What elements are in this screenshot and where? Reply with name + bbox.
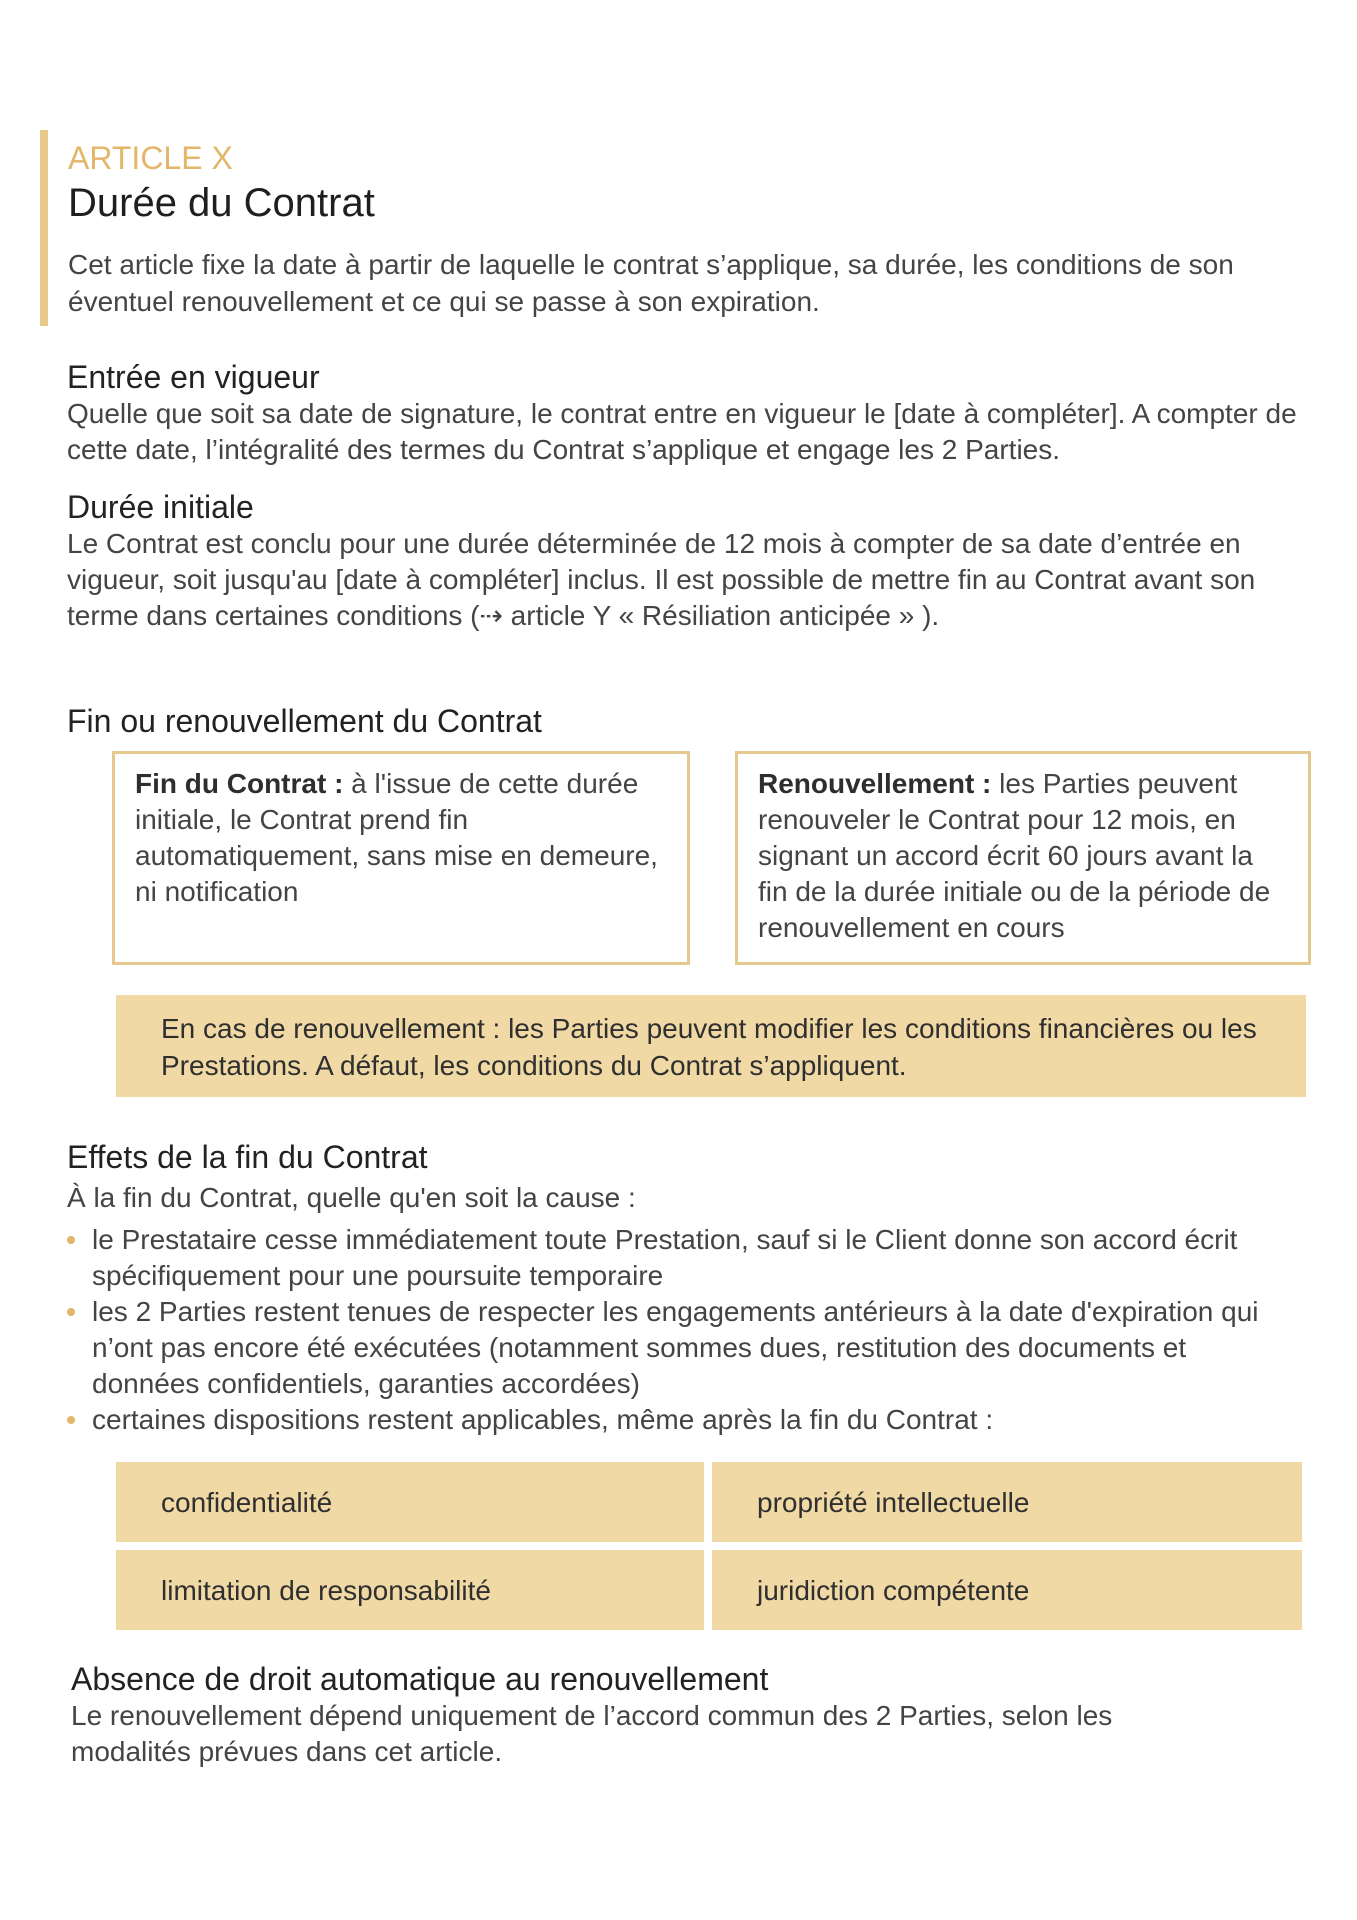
- absence-heading: Absence de droit automatique au renouvellement: [71, 1661, 769, 1697]
- box-renouvellement: [735, 751, 1311, 965]
- article-intro: Cet article fixe la date à partir de laquelle le contrat s’applique, sa durée, les conditions de son éventuel renouvellement et ce qui se passe à son expiration.: [68, 249, 1234, 317]
- article-header: [40, 130, 1280, 326]
- tile-limitation: limitation de responsabilité: [116, 1550, 704, 1630]
- entree-heading: Entrée en vigueur: [67, 359, 320, 395]
- article-title: Durée du Contrat: [68, 181, 375, 225]
- renouvellement-note: En cas de renouvellement : les Parties peuvent modifier les conditions financières ou les Prestations. A défaut, les conditions du Contrat s’appliquent.: [116, 995, 1306, 1097]
- effets-intro: À la fin du Contrat, quelle qu'en soit la cause :: [67, 1182, 636, 1213]
- list-item: les 2 Parties restent tenues de respecter les engagements antérieurs à la date d'expiration qui n’ont pas encore été exécutées (notamment sommes dues, restitution des documents et données confidentiels, garanties accordées): [67, 1294, 1297, 1402]
- list-item: certaines dispositions restent applicables, même après la fin du Contrat :: [67, 1402, 1297, 1438]
- duree-text: Le Contrat est conclu pour une durée déterminée de 12 mois à compter de sa date d’entrée en vigueur, soit jusqu'au [date à compléter] inclus. Il est possible de mettre fin au Contrat avant son terme dans certaines conditions (⇢ article Y « Résiliation anticipée » ).: [67, 528, 1256, 631]
- section-fin: [67, 702, 1297, 740]
- box-fin-text: à l'issue de cette durée initiale, le Contrat prend fin automatiquement, sans mise en demeure, ni notification: [135, 768, 658, 907]
- box-renouvellement-title: Renouvellement :: [758, 768, 992, 799]
- section-absence: [71, 1660, 1301, 1770]
- section-entree: [67, 358, 1297, 468]
- section-effets: [67, 1138, 1297, 1438]
- effets-heading: Effets de la fin du Contrat: [67, 1139, 428, 1175]
- box-fin-contrat: [112, 751, 690, 965]
- box-renouvellement-text: les Parties peuvent renouveler le Contrat pour 12 mois, en signant un accord écrit 60 jours avant la fin de la durée initiale ou de la période de renouvellement en cours: [758, 768, 1271, 943]
- list-item: le Prestataire cesse immédiatement toute Prestation, sauf si le Client donne son accord écrit spécifiquement pour une poursuite temporaire: [67, 1222, 1297, 1294]
- absence-text: Le renouvellement dépend uniquement de l’accord commun des 2 Parties, selon les modalités prévues dans cet article.: [71, 1700, 1113, 1767]
- tile-propriete: propriété intellectuelle: [712, 1462, 1302, 1542]
- entree-text: Quelle que soit sa date de signature, le contrat entre en vigueur le [date à compléter]. A compter de cette date, l’intégralité des termes du Contrat s’applique et engage les 2 Parties.: [67, 398, 1297, 465]
- effets-list: [67, 1222, 1297, 1438]
- duree-heading: Durée initiale: [67, 489, 254, 525]
- section-duree: [67, 488, 1297, 634]
- article-label: ARTICLE X: [68, 140, 233, 176]
- box-fin-title: Fin du Contrat :: [135, 768, 344, 799]
- tile-juridiction: juridiction compétente: [712, 1550, 1302, 1630]
- fin-heading: Fin ou renouvellement du Contrat: [67, 703, 542, 739]
- tile-confidentialite: confidentialité: [116, 1462, 704, 1542]
